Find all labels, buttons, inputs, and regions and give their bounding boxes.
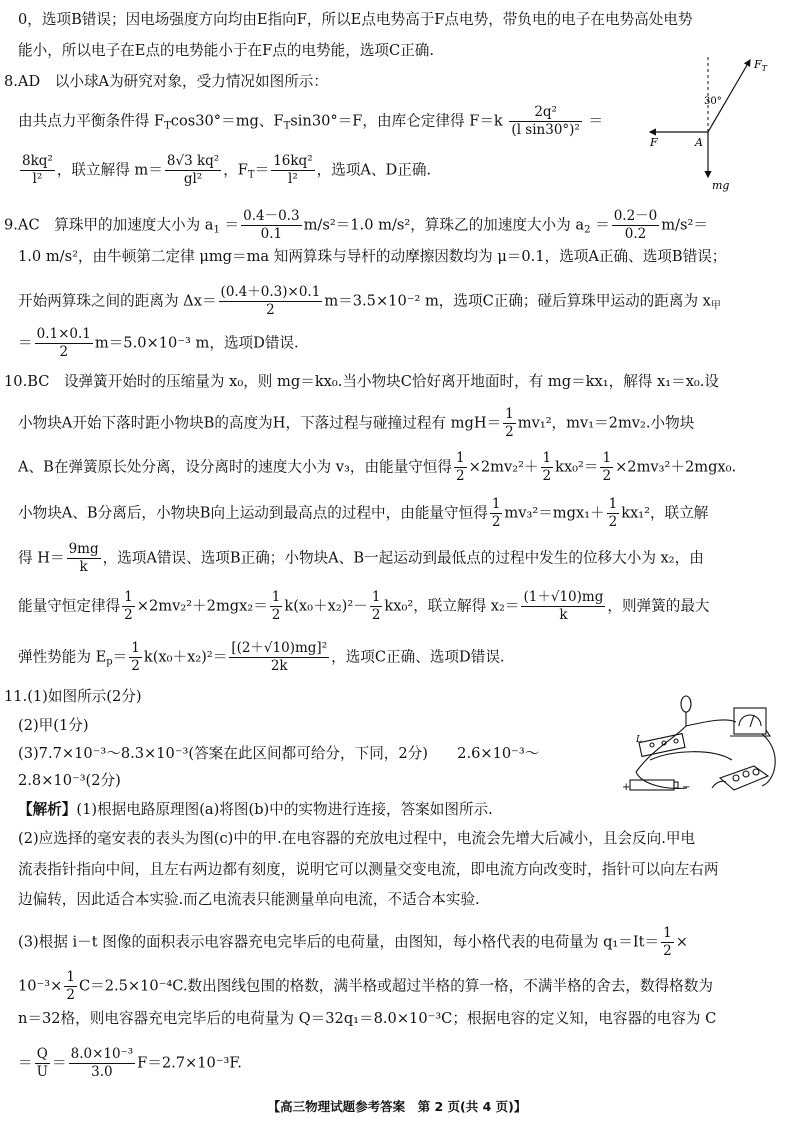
q11-line: 2.8×10⁻³(2分) — [18, 772, 121, 789]
coulomb-fraction: $\frac{\text{2q²}}{\text{(l sin30°)²}}$ — [511, 104, 580, 138]
q10-line: 小物块A、B分离后，小物块B向上运动到最高点的过程中，由能量守恒得 $\frac{1}{2}$ mv₃²＝mgx₁＋ $\frac{1}{2}$ kx₁²，联立解 — [18, 496, 709, 530]
q11-line: 流表指针指向中间，且左右两边都有刻度，说明它可以测量交变电流，即电流方向改变时，指针可以向左右两 — [18, 861, 719, 878]
text-line: 能小，所以电子在E点的电势能小于在F点的电势能，选项C正确. — [18, 42, 435, 59]
text-line: 0，选项B错误；因电场强度方向均由E指向F，所以E点电势高于F点电势，带负电的电子在电势高处电势 — [18, 11, 693, 28]
q11-line: n＝32格，则电容器充电完毕后的电荷量为 Q＝32q₁＝8.0×10⁻³C；根据电容的定义知，电容器的电容为 C — [18, 1010, 717, 1027]
point-a-label: A — [695, 136, 703, 149]
q8-answer-line: 8.AD 以小球A为研究对象，受力情况如图所示： — [4, 73, 328, 90]
q10-line: A、B在弹簧原长处分离，设分离时的速度大小为 v₃，由能量守恒得 $\frac{1}{2}$ ×2mv₂²＋ $\frac{1}{2}$ kx₀²＝ $\frac{1}{2}$ ×2mv₃²＋2mgx₀. — [18, 450, 737, 484]
circuit-diagram — [612, 690, 782, 808]
plus-terminal-label: + — [622, 782, 631, 793]
q9-line: ＝ $\frac{0.1\times 0.1}{2}$ m＝5.0×10⁻³ m，选项D错误. — [18, 326, 299, 360]
q11-line: 11.(1)如图所示(2分) — [4, 688, 142, 705]
resistance-box — [720, 766, 768, 790]
q11-line: (2)甲(1分) — [18, 717, 89, 734]
force-diagram — [640, 52, 780, 197]
q10-line: 10.BC 设弹簧开始时的压缩量为 x₀，则 mg＝kx₀.当小物块C恰好离开地面时，有 mg＝kx₁，解得 x₁＝x₀.设 — [4, 373, 720, 390]
mg-label: mg — [712, 179, 730, 192]
probe-icon — [681, 696, 691, 712]
page-footer: 【高三物理试题参考答案 第 2 页(共 4 页)】 — [267, 1099, 527, 1114]
l-label: L — [636, 735, 642, 745]
q11-line: 边偏转，因此适合本实验.而乙电流表只能测量单向电流，不适合本实验. — [18, 891, 480, 908]
q10-line: 得 H＝ $\frac{9mg}{k}$ ，选项A错误、选项B正确；小物块A、B一起运动到最低点的过程中发生的位移大小为 x₂，由 — [18, 541, 704, 575]
q9-line: 开始两算珠之间的距离为 Δx＝ $\frac{(0.4+0.3)\times 0.1}{2}$ m＝3.5×10⁻² m，选项C正确；碰后算珠甲运动的距离为 $x_甲$ — [18, 284, 721, 318]
ft-label: $F_T$ — [754, 58, 767, 73]
q11-line: (2)应选择的毫安表的表头为图(c)中的甲.在电容器的充放电过程中，电流会先增大后减小，且会反向.甲电 — [18, 830, 696, 847]
q8-equation-line: 由共点力平衡条件得 $F_T\cos 30^\circ=mg$、$F_T\sin 30^\circ=F$，由库仑定律得 F＝k $\frac{\text{2q²}}{\text{(l sin30°)²}}$ ＝ — [18, 104, 604, 138]
meter-icon — [734, 708, 766, 734]
q10-line: 小物块A开始下落时距小物块B的高度为H，下落过程与碰撞过程有 mgH＝ $\frac{1}{2}$ mv₁²，mv₁＝2mv₂.小物块 — [18, 406, 695, 440]
q8-result-line: $\frac{\text{8kq²}}{\text{l²}}$ ，联立解得 m＝ $\frac{\text{8√3 kq²}}{\text{gl²}}$ ，$F_T=$ $\frac{\text{16kq²}}{\text{l²}}$ ，选项A、D正确. — [22, 153, 432, 187]
minus-terminal-label: − — [682, 782, 691, 793]
battery-icon — [630, 780, 674, 790]
q9-line: 1.0 m/s²，由牛顿第二定律 μmg＝ma 知两算珠与导杆的动摩擦因数均为 μ＝0.1，选项A正确、选项B错误； — [18, 248, 727, 265]
q11-line: (3)7.7×10⁻³～8.3×10⁻³(答案在此区间都可给分，下同，2分) 2.6×10⁻³～ — [18, 745, 540, 762]
q11-line: 10⁻³× $\frac{1}{2}$ C＝2.5×10⁻⁴C.数出图线包围的格数，满半格或超过半格的算一格，不满半格的舍去，数得格数为 — [18, 969, 713, 1003]
angle-label: 30° — [704, 96, 722, 107]
f-label: F — [650, 136, 658, 149]
q11-line: (3)根据 i－t 图像的面积表示电容器充电完毕后的电荷量，由图知，每小格代表的电荷量为 q₁＝It＝ $\frac{1}{2}$ × — [18, 925, 688, 959]
q11-line: ＝ $\frac{Q}{U}$ ＝ $\frac{\text{8.0×10⁻³}}{3.0}$ F＝2.7×10⁻³F. — [18, 1046, 242, 1080]
mass-fraction: $\frac{\text{8√3 kq²}}{\text{gl²}}$ — [166, 153, 220, 187]
q9-line: 9.AC 算珠甲的加速度大小为 $a_1$ ＝ $\frac{0.4-0.3}{0.1}$ m/s²＝1.0 m/s²，算珠乙的加速度大小为 $a_2$ ＝ $\frac{0.2-0}{0.2}$ m/s²＝ — [4, 208, 708, 242]
q10-line: 能量守恒定律得 $\frac{1}{2}$ ×2mv₂²＋2mgx₂＝ $\frac{1}{2}$ k(x₀＋x₂)²－ $\frac{1}{2}$ kx₀²，联立解得 x₂＝ $\frac{(1+√10)mg}{k}$ ，则弹簧的最大 — [18, 589, 710, 623]
q10-line: 弹性势能为 $E_p=$ $\frac{1}{2}$ k(x₀＋x₂)²＝ $\frac{\text{[(2＋√10)mg]²}}{2k}$ ，选项C正确、选项D错误. — [18, 640, 505, 674]
q11-analysis-line: 【解析】(1)根据电路原理图(a)将图(b)中的实物进行连接，答案如图所示. — [18, 801, 493, 818]
